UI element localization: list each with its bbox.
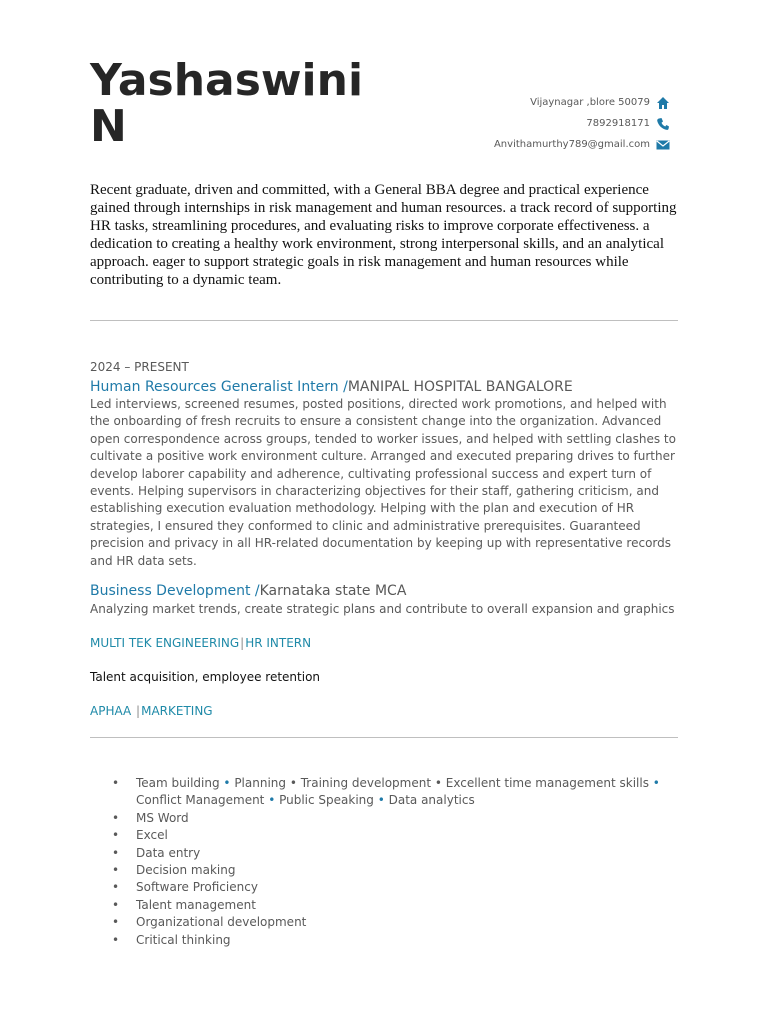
email-text[interactable]: Anvithamurthy789@gmail.com [493, 139, 650, 150]
job-role: HR INTERN [245, 636, 312, 651]
job-company: APHAA [90, 704, 136, 719]
job-role: Human Resources Generalist Intern / [90, 379, 348, 395]
bullet-dot: • [223, 776, 231, 790]
job-heading [90, 635, 680, 651]
list-item: • Data entry [112, 845, 680, 862]
contact-block [494, 92, 670, 155]
experience-section [90, 359, 680, 719]
mail-icon [656, 138, 670, 152]
job-role: MARKETING [141, 704, 213, 719]
job-title [90, 582, 680, 600]
home-icon [656, 96, 670, 110]
candidate-name [90, 55, 390, 152]
address-row [494, 92, 670, 113]
phone-row [494, 113, 670, 134]
email-row [494, 134, 670, 155]
list-item: • Team building • Planning • Training development • Excellent time management skills • Conflict Management • Public Speaking • Data analytics [112, 775, 680, 810]
section-divider [90, 320, 678, 321]
phone-text: 7892918171 [586, 118, 650, 129]
job-description: Talent acquisition, employee retention [90, 670, 321, 685]
bullet-dot: • [377, 793, 385, 808]
job-heading [90, 703, 680, 719]
bullet-dot: • [268, 793, 276, 808]
professional-summary: Recent graduate, driven and committed, with a General BBA degree and practical experience gained through internships in risk management and human resources. a track record of supporting HR tasks, streamlining procedures, and evaluating risks to improve corporate effectiveness. a dedication to creating a healthy work environment, strong interpersonal skills, and an analytical approach. eager to support strategic goals in risk management and human resources while contributing to a dynamic team. [90, 182, 677, 288]
last-name: N [90, 101, 127, 152]
list-item: • MS Word [112, 810, 680, 827]
job-title [90, 378, 680, 396]
job-description: Led interviews, screened resumes, posted positions, directed work promotions, and helped with the onboarding of fresh recruits to ensure a consistent change into the organization. Advanced open correspondence across groups, tended to worker issues, and helped with settling clashes to cultivate a positive work environment culture. Arranged and executed preparing drives to further develop laborer capability and adherence, cultivating professional success and expert turn of events. Helping supervisors in characterizing objectives for their staff, gathering criticism, and establishing execution evaluation methodology. Helping with the plan and execution of HR strategies, I ensured they conformed to clinic and administrative prerequisites. Guaranteed precision and privacy in all HR-related documentation by keeping up with representative records and HR data sets. [90, 397, 676, 568]
separator: | [136, 704, 141, 719]
job-company: MULTI TEK ENGINEERING [90, 636, 240, 651]
job-company: Karnataka state MCA [259, 583, 407, 600]
separator: | [240, 636, 245, 651]
list-item: • Organizational development [112, 914, 680, 931]
job-date: 2024 – PRESENT [90, 360, 189, 374]
job-company: MANIPAL HOSPITAL BANGALORE [347, 379, 573, 395]
section-divider [90, 737, 678, 738]
job-description: Analyzing market trends, create strategic plans and contribute to overall expansion and graphics [90, 602, 675, 617]
first-name: Yashaswini [90, 55, 364, 106]
phone-icon [656, 117, 670, 131]
list-item: • Decision making [112, 862, 680, 879]
list-item: • Software Proficiency [112, 879, 680, 896]
bullet-dot: • [652, 776, 660, 790]
job-role: Business Development / [90, 583, 260, 600]
skills-list [112, 775, 680, 949]
list-item: • Critical thinking [112, 932, 680, 949]
list-item: • Talent management [112, 897, 680, 914]
list-item: • Excel [112, 827, 680, 844]
address-text: Vijaynagar ,blore 50079 [530, 97, 650, 108]
